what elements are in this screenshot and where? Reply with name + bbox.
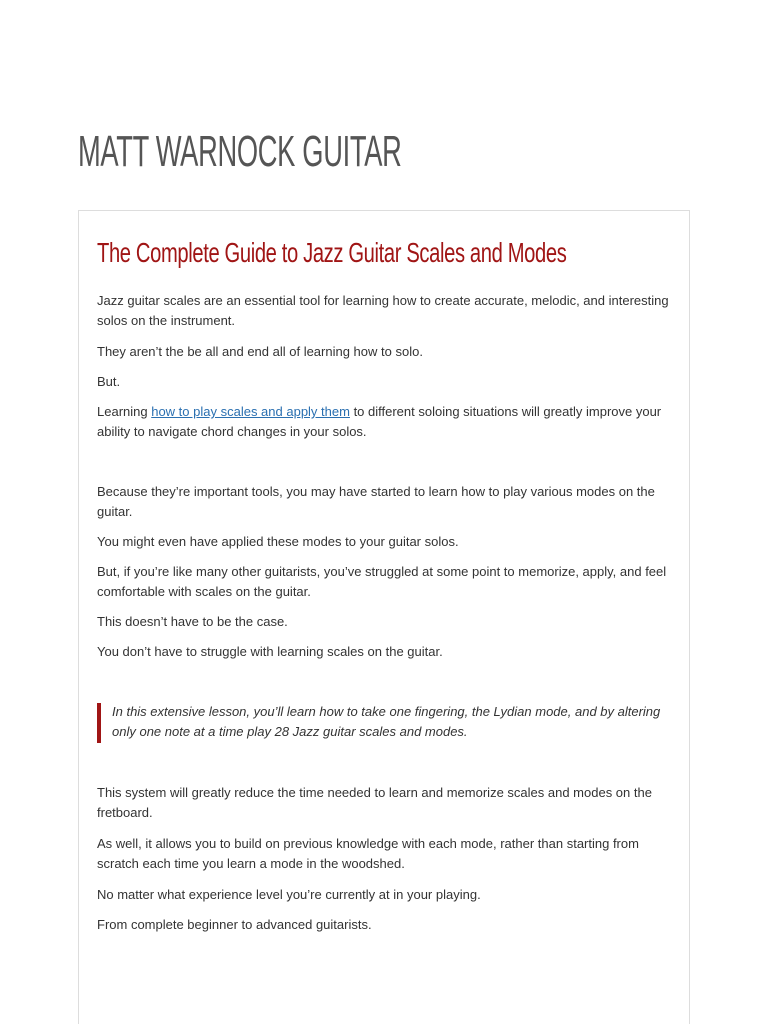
paragraph-6: You might even have applied these modes to your guitar solos. bbox=[97, 534, 459, 549]
paragraph-12: No matter what experience level you’re currently at in your playing. bbox=[97, 887, 481, 902]
paragraph-9: You don’t have to struggle with learning scales on the guitar. bbox=[97, 644, 443, 659]
blockquote bbox=[97, 702, 673, 746]
paragraph-4-before: Learning bbox=[97, 404, 152, 419]
scales-lesson-link[interactable]: how to play scales and apply them bbox=[151, 404, 350, 419]
blockquote-text: In this extensive lesson, you’ll learn how to take one fingering, the Lydian mode, and by altering only one note at a time play 28 Jazz guitar scales and modes. bbox=[112, 704, 661, 739]
paragraph-1: Jazz guitar scales are an essential tool for learning how to create accurate, melodic, and interesting solos on the instrument. bbox=[97, 293, 669, 328]
paragraph-4 bbox=[97, 402, 673, 442]
paragraph-10: This system will greatly reduce the time needed to learn and memorize scales and modes on the fretboard. bbox=[97, 785, 652, 820]
paragraph-8: This doesn’t have to be the case. bbox=[97, 614, 288, 629]
blockquote-bar bbox=[97, 703, 101, 743]
paragraph-5: Because they’re important tools, you may have started to learn how to play various modes on the guitar. bbox=[97, 484, 655, 519]
article-title[interactable]: The Complete Guide to Jazz Guitar Scales and Modes bbox=[97, 237, 567, 268]
paragraph-4-after: to different soloing situations will greatly improve your ability to navigate chord changes in your solos. bbox=[97, 404, 662, 439]
site-title[interactable]: MATT WARNOCK GUITAR bbox=[78, 127, 402, 176]
paragraph-13: From complete beginner to advanced guitarists. bbox=[97, 917, 372, 932]
paragraph-7: But, if you’re like many other guitarists, you’ve struggled at some point to memorize, apply, and feel comfortable with scales on the guitar. bbox=[97, 564, 667, 599]
paragraph-11: As well, it allows you to build on previous knowledge with each mode, rather than starting from scratch each time you learn a mode in the woodshed. bbox=[97, 836, 639, 871]
article-card bbox=[78, 210, 690, 1024]
paragraph-3: But. bbox=[97, 374, 121, 389]
paragraph-2: They aren’t the be all and end all of learning how to solo. bbox=[97, 344, 423, 359]
